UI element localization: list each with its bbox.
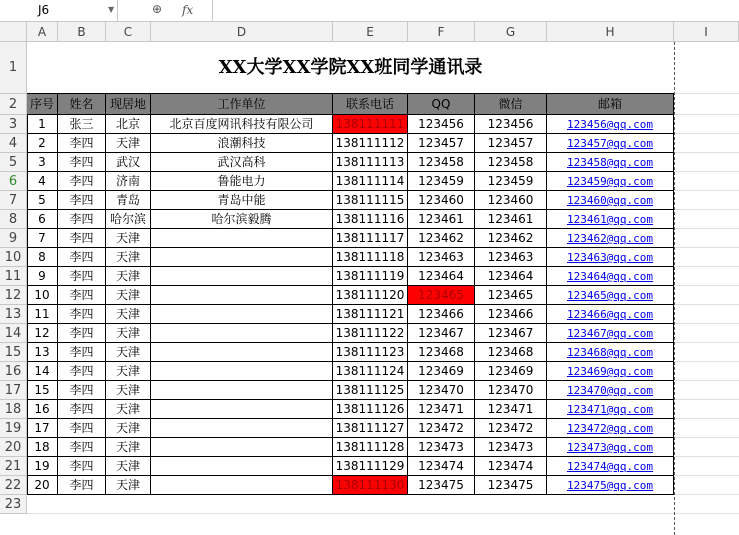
table-cell[interactable] xyxy=(151,381,333,400)
table-cell[interactable]: 天津 xyxy=(106,457,151,476)
table-cell[interactable]: 15 xyxy=(27,381,58,400)
header-cell[interactable]: 工作单位 xyxy=(151,94,333,115)
table-cell[interactable]: 138111126 xyxy=(333,400,408,419)
email-link[interactable]: 123465@qq.com xyxy=(566,289,654,302)
table-cell[interactable] xyxy=(547,419,674,438)
table-cell[interactable]: 4 xyxy=(27,172,58,191)
gridline xyxy=(674,494,739,495)
column-header-f[interactable]: F xyxy=(408,22,475,42)
table-cell[interactable]: 138111129 xyxy=(333,457,408,476)
table-cell[interactable]: 天津 xyxy=(106,343,151,362)
header-cell[interactable]: QQ xyxy=(408,94,475,115)
table-cell[interactable]: 123466 xyxy=(408,305,475,324)
table-cell[interactable]: 123463 xyxy=(408,248,475,267)
row-header-9[interactable]: 9 xyxy=(0,229,27,248)
gridline xyxy=(674,475,739,476)
row-header-11[interactable]: 11 xyxy=(0,267,27,286)
email-link[interactable]: 123458@qq.com xyxy=(566,156,654,169)
table-cell[interactable]: 138111113 xyxy=(333,153,408,172)
table-cell[interactable]: 123470 xyxy=(475,381,547,400)
row-header-17[interactable]: 17 xyxy=(0,381,27,400)
table-cell[interactable]: 天津 xyxy=(106,419,151,438)
gridline xyxy=(674,342,739,343)
table-cell[interactable]: 天津 xyxy=(106,400,151,419)
table-cell[interactable]: 李四 xyxy=(58,419,106,438)
table-cell[interactable]: 138111120 xyxy=(333,286,408,305)
table-cell[interactable] xyxy=(547,134,674,153)
table-cell[interactable]: 123471 xyxy=(408,400,475,419)
table-cell[interactable]: 李四 xyxy=(58,153,106,172)
table-cell[interactable]: 李四 xyxy=(58,229,106,248)
table-cell[interactable]: 138111118 xyxy=(333,248,408,267)
table-cell[interactable]: 北京 xyxy=(106,115,151,134)
table-cell[interactable]: 138111117 xyxy=(333,229,408,248)
table-cell[interactable] xyxy=(151,305,333,324)
table-cell[interactable]: 138111111 xyxy=(333,115,408,134)
table-cell[interactable]: 123456 xyxy=(408,115,475,134)
table-cell[interactable] xyxy=(547,153,674,172)
table-cell[interactable]: 123474 xyxy=(475,457,547,476)
table-cell[interactable]: 123469 xyxy=(408,362,475,381)
table-cell[interactable]: 19 xyxy=(27,457,58,476)
column-header-a[interactable]: A xyxy=(27,22,58,42)
table-cell[interactable] xyxy=(151,438,333,457)
header-cell[interactable]: 序号 xyxy=(27,94,58,115)
table-cell[interactable]: 123471 xyxy=(475,400,547,419)
table-cell[interactable]: 天津 xyxy=(106,229,151,248)
email-link[interactable]: 123470@qq.com xyxy=(566,384,654,397)
table-cell[interactable]: 123475 xyxy=(408,476,475,495)
table-cell[interactable] xyxy=(151,324,333,343)
table-cell[interactable]: 123470 xyxy=(408,381,475,400)
table-cell[interactable]: 李四 xyxy=(58,438,106,457)
table-cell[interactable] xyxy=(151,457,333,476)
table-cell[interactable]: 138111122 xyxy=(333,324,408,343)
table-cell[interactable] xyxy=(547,457,674,476)
table-cell[interactable]: 天津 xyxy=(106,362,151,381)
table-cell[interactable]: 14 xyxy=(27,362,58,381)
gridline xyxy=(674,361,739,362)
table-cell[interactable]: 济南 xyxy=(106,172,151,191)
row-header-4[interactable]: 4 xyxy=(0,134,27,153)
table-cell[interactable]: 10 xyxy=(27,286,58,305)
name-box-value: J6 xyxy=(38,3,50,17)
table-cell[interactable]: 16 xyxy=(27,400,58,419)
table-cell[interactable]: 哈尔滨毅腾 xyxy=(151,210,333,229)
header-cell[interactable]: 现居地 xyxy=(106,94,151,115)
table-cell[interactable]: 天津 xyxy=(106,324,151,343)
table-cell[interactable]: 123469 xyxy=(475,362,547,381)
table-cell[interactable]: 123459 xyxy=(408,172,475,191)
table-cell[interactable]: 天津 xyxy=(106,438,151,457)
table-cell[interactable]: 123462 xyxy=(408,229,475,248)
column-header-e[interactable]: E xyxy=(333,22,408,42)
table-cell[interactable]: 123473 xyxy=(408,438,475,457)
table-cell[interactable]: 8 xyxy=(27,248,58,267)
table-cell[interactable]: 哈尔滨 xyxy=(106,210,151,229)
gridline xyxy=(674,304,739,305)
table-cell[interactable]: 武汉高科 xyxy=(151,153,333,172)
table-cell[interactable]: 123463 xyxy=(475,248,547,267)
table-cell[interactable]: 天津 xyxy=(106,305,151,324)
table-cell[interactable]: 李四 xyxy=(58,191,106,210)
table-cell[interactable]: 李四 xyxy=(58,362,106,381)
gridline xyxy=(674,513,739,514)
table-cell[interactable]: 11 xyxy=(27,305,58,324)
row-header-23[interactable]: 23 xyxy=(0,495,27,514)
table-cell[interactable]: 123468 xyxy=(408,343,475,362)
table-cell[interactable]: 123459 xyxy=(475,172,547,191)
column-header-g[interactable]: G xyxy=(475,22,547,42)
row-header-15[interactable]: 15 xyxy=(0,343,27,362)
table-cell[interactable]: 李四 xyxy=(58,305,106,324)
column-header-i[interactable]: I xyxy=(674,22,739,42)
table-cell[interactable]: 天津 xyxy=(106,134,151,153)
gridline xyxy=(674,399,739,400)
table-cell[interactable]: 9 xyxy=(27,267,58,286)
table-cell[interactable] xyxy=(151,476,333,495)
table-cell[interactable]: 123461 xyxy=(475,210,547,229)
table-cell[interactable] xyxy=(547,115,674,134)
table-cell[interactable]: 123475 xyxy=(475,476,547,495)
gridline xyxy=(674,93,739,94)
column-header-d[interactable]: D xyxy=(151,22,333,42)
email-link[interactable]: 123469@qq.com xyxy=(566,365,654,378)
table-cell[interactable]: 123458 xyxy=(475,153,547,172)
zoom-search-icon[interactable]: ⊕ xyxy=(152,2,163,16)
table-cell[interactable]: 李四 xyxy=(58,476,106,495)
row-header-3[interactable]: 3 xyxy=(0,115,27,134)
gridline xyxy=(674,380,739,381)
header-cell[interactable]: 邮箱 xyxy=(547,94,674,115)
table-cell[interactable]: 李四 xyxy=(58,267,106,286)
column-header-h[interactable]: H xyxy=(547,22,674,42)
table-cell[interactable]: 青岛 xyxy=(106,191,151,210)
row-header-13[interactable]: 13 xyxy=(0,305,27,324)
table-cell[interactable]: 20 xyxy=(27,476,58,495)
name-box[interactable] xyxy=(0,0,118,21)
email-link[interactable]: 123468@qq.com xyxy=(566,346,654,359)
formula-icons xyxy=(152,2,194,17)
table-cell[interactable]: 李四 xyxy=(58,400,106,419)
gridline xyxy=(674,456,739,457)
table-cell[interactable]: 123465 xyxy=(408,286,475,305)
table-cell[interactable] xyxy=(151,362,333,381)
table-cell[interactable] xyxy=(547,400,674,419)
table-cell[interactable]: 天津 xyxy=(106,476,151,495)
table-cell[interactable]: 青岛中能 xyxy=(151,191,333,210)
row-header-7[interactable]: 7 xyxy=(0,191,27,210)
gridline xyxy=(674,114,739,115)
table-cell[interactable]: 123473 xyxy=(475,438,547,457)
email-link[interactable]: 123462@qq.com xyxy=(566,232,654,245)
email-link[interactable]: 123456@qq.com xyxy=(566,118,654,131)
header-cell[interactable]: 联系电话 xyxy=(333,94,408,115)
table-cell[interactable]: 2 xyxy=(27,134,58,153)
table-cell[interactable]: 浪潮科技 xyxy=(151,134,333,153)
row-header-20[interactable]: 20 xyxy=(0,438,27,457)
row-header-14[interactable]: 14 xyxy=(0,324,27,343)
gridline xyxy=(674,437,739,438)
gridline xyxy=(674,418,739,419)
table-cell[interactable]: 123466 xyxy=(475,305,547,324)
table-cell[interactable]: 北京百度网讯科技有限公司 xyxy=(151,115,333,134)
table-cell[interactable]: 6 xyxy=(27,210,58,229)
table-cell[interactable]: 李四 xyxy=(58,134,106,153)
page-break-line xyxy=(674,42,675,535)
row-header-6[interactable]: 6 xyxy=(0,172,27,191)
table-cell[interactable]: 123467 xyxy=(408,324,475,343)
table-cell[interactable]: 李四 xyxy=(58,343,106,362)
table-cell[interactable]: 李四 xyxy=(58,172,106,191)
table-cell[interactable]: 138111115 xyxy=(333,191,408,210)
row-header-19[interactable]: 19 xyxy=(0,419,27,438)
table-cell[interactable]: 鲁能电力 xyxy=(151,172,333,191)
table-cell[interactable]: 1 xyxy=(27,115,58,134)
table-cell[interactable]: 138111114 xyxy=(333,172,408,191)
email-link[interactable]: 123475@qq.com xyxy=(566,479,654,492)
row-header-18[interactable]: 18 xyxy=(0,400,27,419)
email-link[interactable]: 123471@qq.com xyxy=(566,403,654,416)
table-cell[interactable] xyxy=(547,438,674,457)
table-cell[interactable] xyxy=(547,324,674,343)
table-cell[interactable]: 李四 xyxy=(58,286,106,305)
table-cell[interactable] xyxy=(547,191,674,210)
table-cell[interactable]: 138111128 xyxy=(333,438,408,457)
table-cell[interactable]: 5 xyxy=(27,191,58,210)
table-cell[interactable]: 123472 xyxy=(408,419,475,438)
row-header-2[interactable]: 2 xyxy=(0,94,27,115)
row-header-8[interactable]: 8 xyxy=(0,210,27,229)
gridline xyxy=(674,190,739,191)
table-cell[interactable] xyxy=(151,400,333,419)
table-cell[interactable]: 138111112 xyxy=(333,134,408,153)
formula-bar xyxy=(0,0,739,22)
table-cell[interactable] xyxy=(547,476,674,495)
table-cell[interactable]: 123465 xyxy=(475,286,547,305)
table-cell[interactable]: 123460 xyxy=(408,191,475,210)
row-header-10[interactable]: 10 xyxy=(0,248,27,267)
sheet-title: XX大学XX学院XX班同学通讯录 xyxy=(27,42,674,94)
gridline xyxy=(674,209,739,210)
email-link[interactable]: 123459@qq.com xyxy=(566,175,654,188)
table-cell[interactable]: 天津 xyxy=(106,286,151,305)
table-cell[interactable] xyxy=(547,210,674,229)
table-cell[interactable] xyxy=(547,305,674,324)
table-cell[interactable]: 123457 xyxy=(475,134,547,153)
row-header-5[interactable]: 5 xyxy=(0,153,27,172)
table-cell[interactable]: 123461 xyxy=(408,210,475,229)
row-header-16[interactable]: 16 xyxy=(0,362,27,381)
header-cell[interactable]: 姓名 xyxy=(58,94,106,115)
gridline xyxy=(674,152,739,153)
table-cell[interactable]: 张三 xyxy=(58,115,106,134)
table-cell[interactable]: 123464 xyxy=(475,267,547,286)
gridline xyxy=(674,285,739,286)
table-cell[interactable]: 123460 xyxy=(475,191,547,210)
gridline xyxy=(674,133,739,134)
table-cell[interactable]: 138111119 xyxy=(333,267,408,286)
table-cell[interactable]: 138111127 xyxy=(333,419,408,438)
table-cell[interactable]: 李四 xyxy=(58,457,106,476)
row-header-22[interactable]: 22 xyxy=(0,476,27,495)
table-cell[interactable] xyxy=(151,286,333,305)
table-cell[interactable]: 13 xyxy=(27,343,58,362)
table-cell[interactable]: 李四 xyxy=(58,248,106,267)
table-cell[interactable] xyxy=(151,267,333,286)
table-cell[interactable]: 3 xyxy=(27,153,58,172)
table-cell[interactable]: 138111116 xyxy=(333,210,408,229)
column-header-b[interactable]: B xyxy=(58,22,106,42)
select-all-corner[interactable] xyxy=(0,22,27,42)
table-cell[interactable] xyxy=(547,267,674,286)
column-header-c[interactable]: C xyxy=(106,22,151,42)
table-cell[interactable] xyxy=(547,229,674,248)
table-cell[interactable]: 7 xyxy=(27,229,58,248)
formula-separator xyxy=(212,0,213,21)
email-link[interactable]: 123460@qq.com xyxy=(566,194,654,207)
gridline xyxy=(27,513,674,514)
table-cell[interactable]: 123458 xyxy=(408,153,475,172)
table-cell[interactable]: 123467 xyxy=(475,324,547,343)
table-cell[interactable]: 138111125 xyxy=(333,381,408,400)
table-cell[interactable]: 123462 xyxy=(475,229,547,248)
function-icon[interactable]: fx xyxy=(182,3,194,17)
table-cell[interactable]: 天津 xyxy=(106,267,151,286)
table-cell[interactable] xyxy=(547,286,674,305)
gridline xyxy=(674,266,739,267)
table-cell[interactable]: 12 xyxy=(27,324,58,343)
email-link[interactable]: 123467@qq.com xyxy=(566,327,654,340)
email-link[interactable]: 123464@qq.com xyxy=(566,270,654,283)
table-cell[interactable]: 18 xyxy=(27,438,58,457)
table-cell[interactable]: 天津 xyxy=(106,381,151,400)
table-cell[interactable]: 李四 xyxy=(58,324,106,343)
table-cell[interactable] xyxy=(547,172,674,191)
table-cell[interactable] xyxy=(547,381,674,400)
email-link[interactable]: 123472@qq.com xyxy=(566,422,654,435)
email-link[interactable]: 123463@qq.com xyxy=(566,251,654,264)
row-header-1[interactable]: 1 xyxy=(0,42,27,94)
table-cell[interactable]: 17 xyxy=(27,419,58,438)
gridline xyxy=(674,171,739,172)
table-cell[interactable]: 138111123 xyxy=(333,343,408,362)
row-header-12[interactable]: 12 xyxy=(0,286,27,305)
table-cell[interactable]: 123457 xyxy=(408,134,475,153)
table-cell[interactable]: 123464 xyxy=(408,267,475,286)
chevron-down-icon[interactable]: ▼ xyxy=(108,5,115,14)
email-link[interactable]: 123474@qq.com xyxy=(566,460,654,473)
email-link[interactable]: 123466@qq.com xyxy=(566,308,654,321)
table-cell[interactable] xyxy=(151,343,333,362)
table-cell[interactable]: 123472 xyxy=(475,419,547,438)
gridline xyxy=(674,228,739,229)
table-cell[interactable]: 123468 xyxy=(475,343,547,362)
table-cell[interactable]: 天津 xyxy=(106,248,151,267)
email-link[interactable]: 123461@qq.com xyxy=(566,213,654,226)
row-header-21[interactable]: 21 xyxy=(0,457,27,476)
table-cell[interactable]: 138111121 xyxy=(333,305,408,324)
table-cell[interactable] xyxy=(547,362,674,381)
table-cell[interactable] xyxy=(151,248,333,267)
table-cell[interactable]: 123474 xyxy=(408,457,475,476)
table-cell[interactable]: 武汉 xyxy=(106,153,151,172)
table-cell[interactable] xyxy=(151,419,333,438)
table-cell[interactable] xyxy=(151,229,333,248)
table-cell[interactable]: 李四 xyxy=(58,381,106,400)
gridline xyxy=(674,247,739,248)
header-cell[interactable]: 微信 xyxy=(475,94,547,115)
gridline xyxy=(674,323,739,324)
email-link[interactable]: 123457@qq.com xyxy=(566,137,654,150)
table-cell[interactable]: 123456 xyxy=(475,115,547,134)
table-cell[interactable]: 138111124 xyxy=(333,362,408,381)
table-cell[interactable] xyxy=(547,248,674,267)
table-cell[interactable]: 138111130 xyxy=(333,476,408,495)
table-cell[interactable]: 李四 xyxy=(58,210,106,229)
table-cell[interactable] xyxy=(547,343,674,362)
email-link[interactable]: 123473@qq.com xyxy=(566,441,654,454)
